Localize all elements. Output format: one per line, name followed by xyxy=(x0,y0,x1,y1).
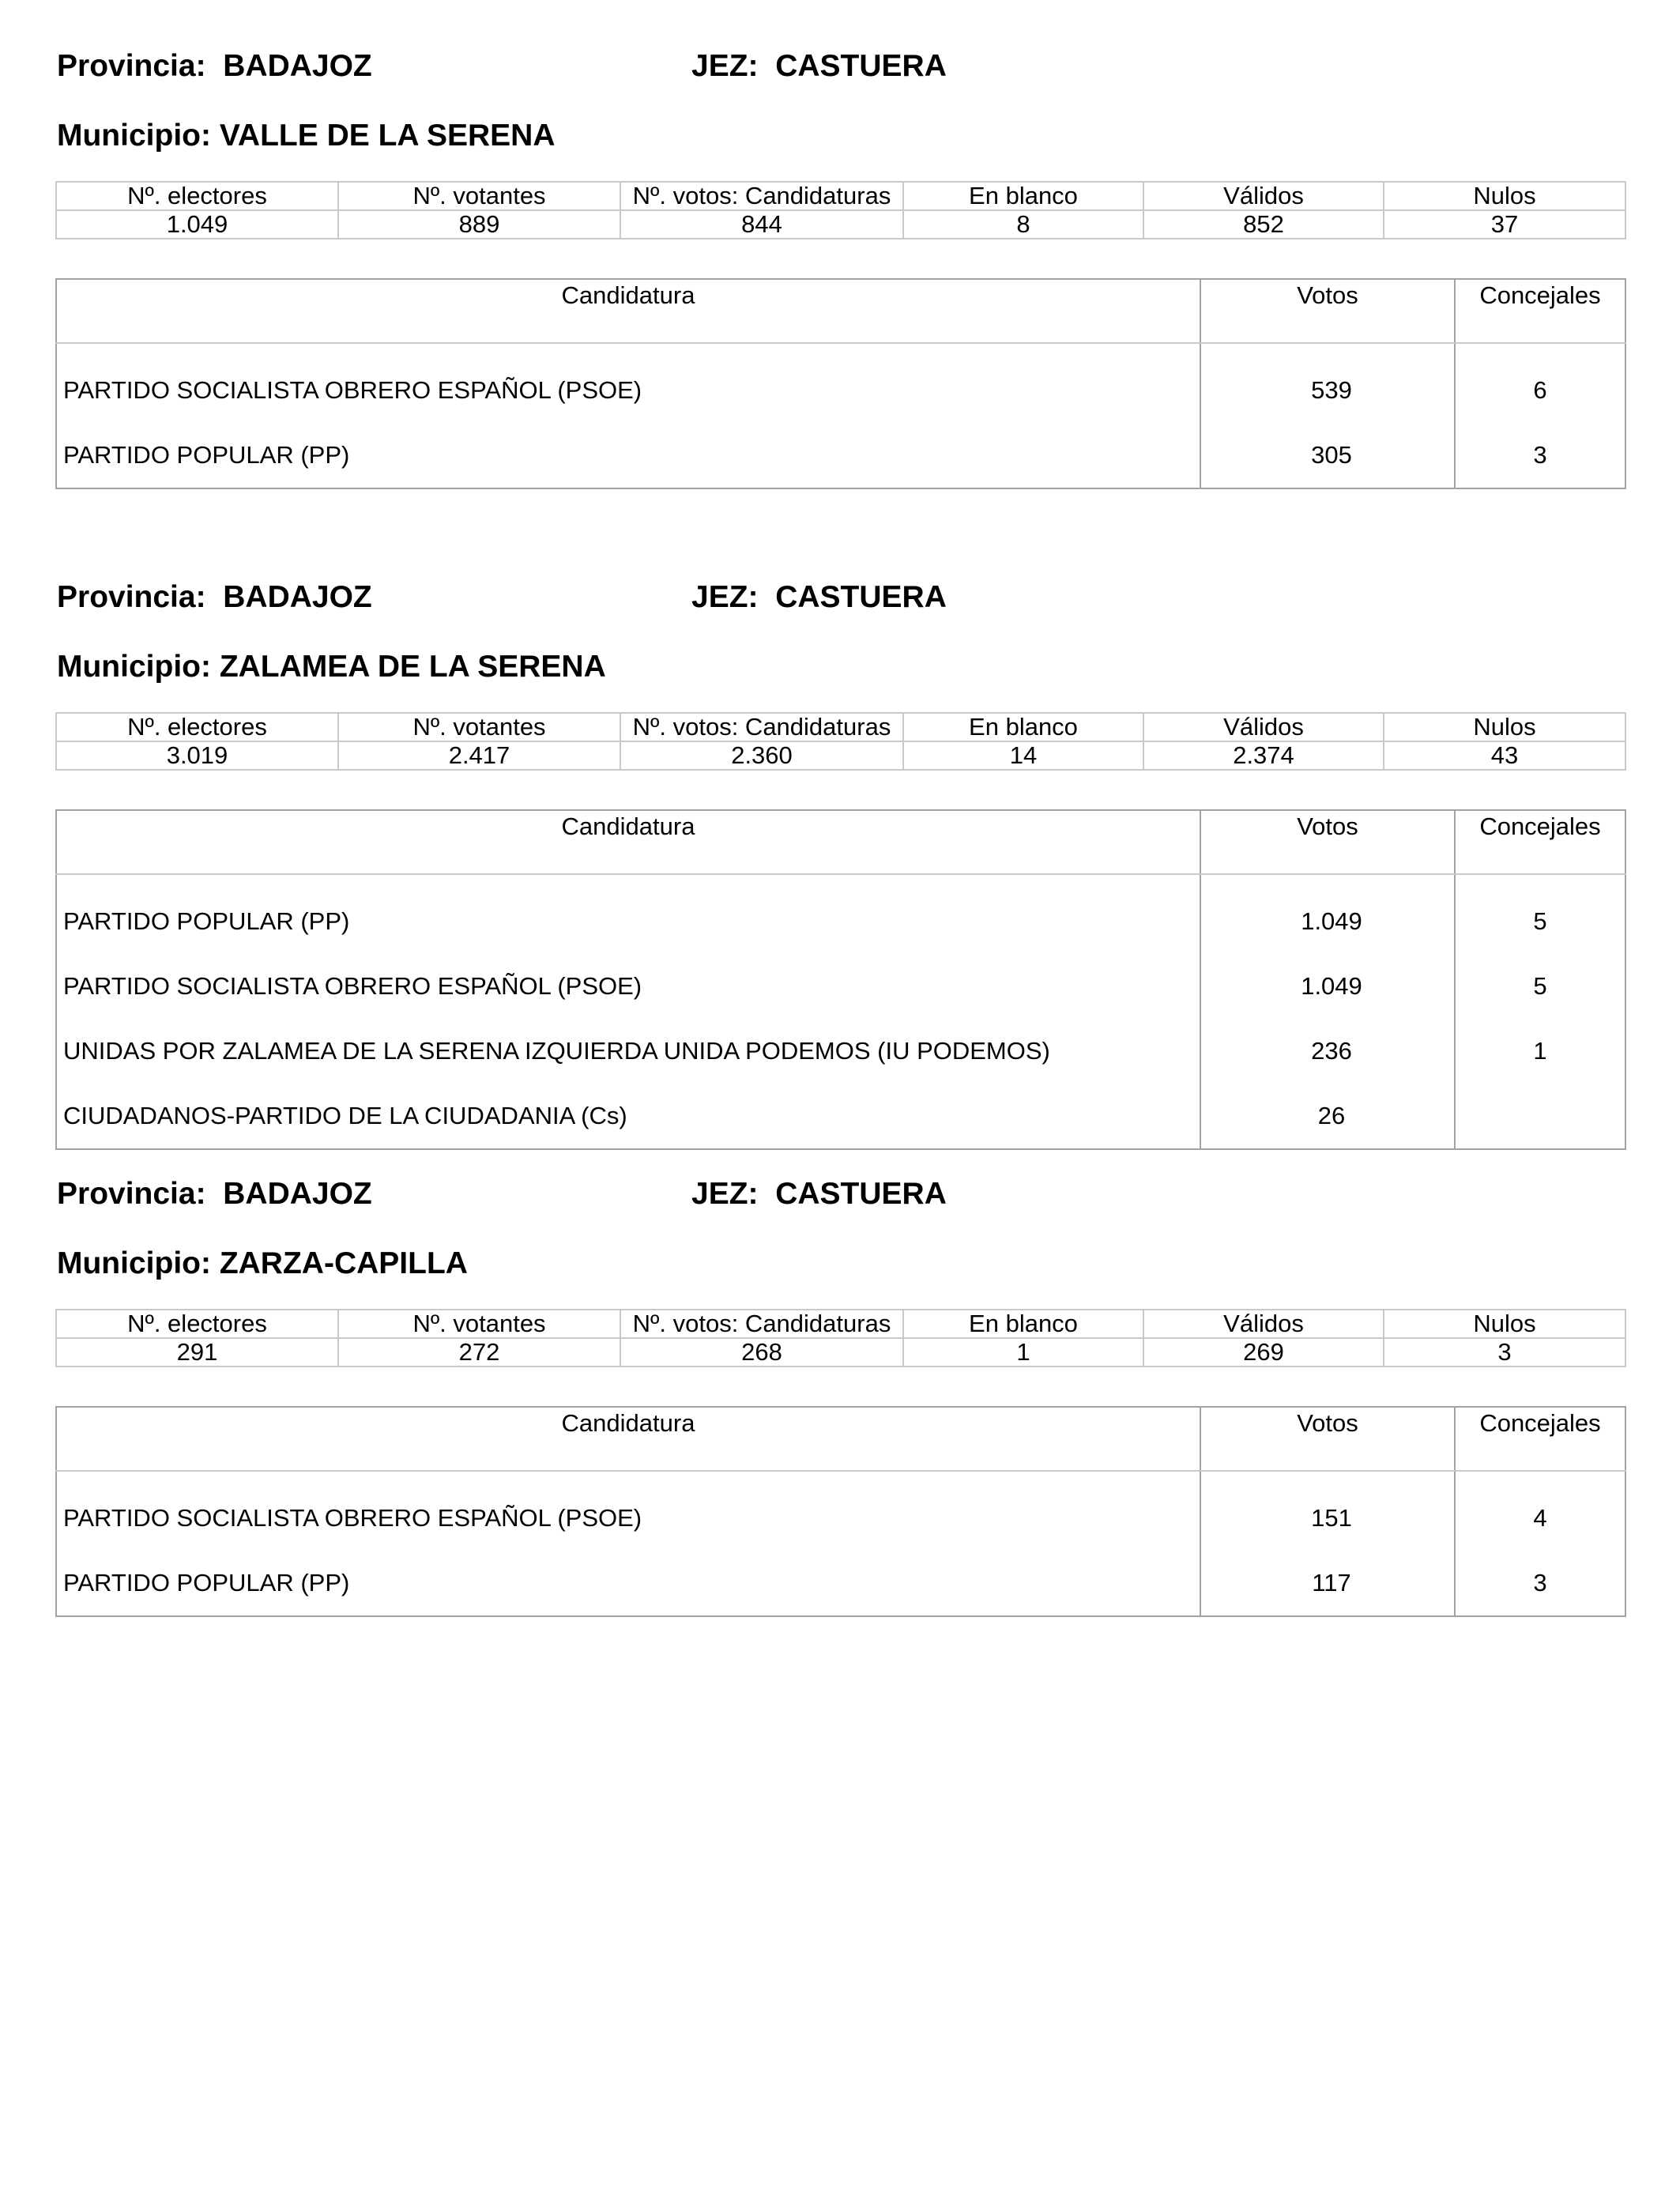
stats-value: 43 xyxy=(1384,741,1625,770)
stats-value: 291 xyxy=(56,1338,338,1367)
stats-value: 3 xyxy=(1384,1338,1625,1367)
municipio-heading: Municipio: ZALAMEA DE LA SERENA xyxy=(57,650,606,684)
stats-value: 852 xyxy=(1143,210,1384,239)
cand-votos: 151 xyxy=(1200,1471,1455,1551)
stats-value: 2.417 xyxy=(338,741,620,770)
cand-concejales: 5 xyxy=(1533,972,1547,1000)
cand-concejales: 3 xyxy=(1533,441,1547,469)
header-line xyxy=(55,1177,1625,1224)
stats-header: Nº. electores xyxy=(56,1310,338,1338)
stats-value: 1.049 xyxy=(56,210,338,239)
header-line xyxy=(55,49,1625,96)
provincia-heading: Provincia: BADAJOZ xyxy=(57,580,372,614)
cand-votos: 305 xyxy=(1200,423,1455,488)
cand-header: Concejales xyxy=(1455,279,1625,343)
table-row xyxy=(56,343,1625,423)
stats-value: 272 xyxy=(338,1338,620,1367)
stats-table xyxy=(55,181,1626,239)
stats-header: Nº. electores xyxy=(56,713,338,741)
cand-votos: 1.049 xyxy=(1200,954,1455,1019)
cand-concejales: 4 xyxy=(1533,1504,1547,1532)
table-row xyxy=(56,1084,1625,1149)
table-row xyxy=(56,1551,1625,1616)
stats-value: 269 xyxy=(1143,1338,1384,1367)
cand-header-row xyxy=(56,279,1625,343)
stats-header: Nº. votos: Candidaturas xyxy=(620,1310,903,1338)
stats-header: Nº. electores xyxy=(56,182,338,210)
stats-value-row xyxy=(56,210,1625,239)
cand-header: Candidatura xyxy=(56,279,1200,343)
cand-name: PARTIDO SOCIALISTA OBRERO ESPAÑOL (PSOE) xyxy=(56,1471,1200,1551)
cand-header: Concejales xyxy=(1455,1407,1625,1471)
cand-concejales: 1 xyxy=(1533,1037,1547,1065)
table-row xyxy=(56,423,1625,488)
stats-value: 2.360 xyxy=(620,741,903,770)
candidaturas-table xyxy=(55,809,1626,1150)
cand-votos: 236 xyxy=(1200,1019,1455,1084)
stats-header: Nº. votos: Candidaturas xyxy=(620,713,903,741)
stats-value: 889 xyxy=(338,210,620,239)
stats-header: Nulos xyxy=(1384,713,1625,741)
cand-votos: 26 xyxy=(1200,1084,1455,1149)
cand-name: PARTIDO SOCIALISTA OBRERO ESPAÑOL (PSOE) xyxy=(56,343,1200,423)
header-line xyxy=(55,580,1625,628)
stats-value-row xyxy=(56,1338,1625,1367)
stats-value: 14 xyxy=(903,741,1143,770)
stats-value-row xyxy=(56,741,1625,770)
jez-heading: JEZ: CASTUERA xyxy=(691,49,947,83)
stats-header: Nº. votantes xyxy=(338,713,620,741)
cand-header: Votos xyxy=(1200,810,1455,874)
stats-value: 268 xyxy=(620,1338,903,1367)
cand-concejales: 6 xyxy=(1533,376,1547,404)
stats-value: 3.019 xyxy=(56,741,338,770)
stats-header-row xyxy=(56,1310,1625,1338)
cand-name: PARTIDO POPULAR (PP) xyxy=(56,874,1200,954)
cand-concejales xyxy=(1455,1084,1625,1149)
cand-header: Candidatura xyxy=(56,810,1200,874)
jez-heading: JEZ: CASTUERA xyxy=(691,580,947,614)
cand-votos: 117 xyxy=(1200,1551,1455,1616)
stats-value: 37 xyxy=(1384,210,1625,239)
provincia-heading: Provincia: BADAJOZ xyxy=(57,49,372,83)
stats-value: 1 xyxy=(903,1338,1143,1367)
cand-votos: 1.049 xyxy=(1200,874,1455,954)
cand-votos: 539 xyxy=(1200,343,1455,423)
table-row xyxy=(56,1019,1625,1084)
municipio-heading: Municipio: ZARZA-CAPILLA xyxy=(57,1246,468,1280)
cand-header: Concejales xyxy=(1455,810,1625,874)
stats-table xyxy=(55,1309,1626,1367)
cand-name: UNIDAS POR ZALAMEA DE LA SERENA IZQUIERDA UNIDA PODEMOS (IU PODEMOS) xyxy=(56,1019,1200,1084)
cand-name: CIUDADANOS-PARTIDO DE LA CIUDADANIA (Cs) xyxy=(56,1084,1200,1149)
stats-table xyxy=(55,712,1626,771)
stats-header: Nº. votos: Candidaturas xyxy=(620,182,903,210)
cand-concejales: 3 xyxy=(1533,1569,1547,1596)
stats-value: 8 xyxy=(903,210,1143,239)
cand-header-row xyxy=(56,1407,1625,1471)
stats-header: Válidos xyxy=(1143,713,1384,741)
stats-header: En blanco xyxy=(903,713,1143,741)
municipio-section xyxy=(55,49,1625,469)
municipio-section xyxy=(55,580,1625,1129)
stats-header: Nº. votantes xyxy=(338,182,620,210)
stats-header: Nulos xyxy=(1384,1310,1625,1338)
provincia-heading: Provincia: BADAJOZ xyxy=(57,1177,372,1211)
cand-header: Votos xyxy=(1200,279,1455,343)
table-row xyxy=(56,874,1625,954)
stats-value: 844 xyxy=(620,210,903,239)
candidaturas-table xyxy=(55,278,1626,489)
cand-header-row xyxy=(56,810,1625,874)
stats-value: 2.374 xyxy=(1143,741,1384,770)
stats-header: En blanco xyxy=(903,1310,1143,1338)
stats-header-row xyxy=(56,182,1625,210)
cand-header: Votos xyxy=(1200,1407,1455,1471)
table-row xyxy=(56,1471,1625,1551)
municipio-section xyxy=(55,1177,1625,1596)
cand-name: PARTIDO SOCIALISTA OBRERO ESPAÑOL (PSOE) xyxy=(56,954,1200,1019)
cand-concejales: 5 xyxy=(1533,907,1547,935)
cand-name: PARTIDO POPULAR (PP) xyxy=(56,423,1200,488)
cand-header: Candidatura xyxy=(56,1407,1200,1471)
candidaturas-table xyxy=(55,1406,1626,1617)
municipio-heading: Municipio: VALLE DE LA SERENA xyxy=(57,119,556,153)
stats-header: Válidos xyxy=(1143,182,1384,210)
stats-header-row xyxy=(56,713,1625,741)
jez-heading: JEZ: CASTUERA xyxy=(691,1177,947,1211)
stats-header: En blanco xyxy=(903,182,1143,210)
stats-header: Nº. votantes xyxy=(338,1310,620,1338)
table-row xyxy=(56,954,1625,1019)
stats-header: Nulos xyxy=(1384,182,1625,210)
cand-name: PARTIDO POPULAR (PP) xyxy=(56,1551,1200,1616)
stats-header: Válidos xyxy=(1143,1310,1384,1338)
